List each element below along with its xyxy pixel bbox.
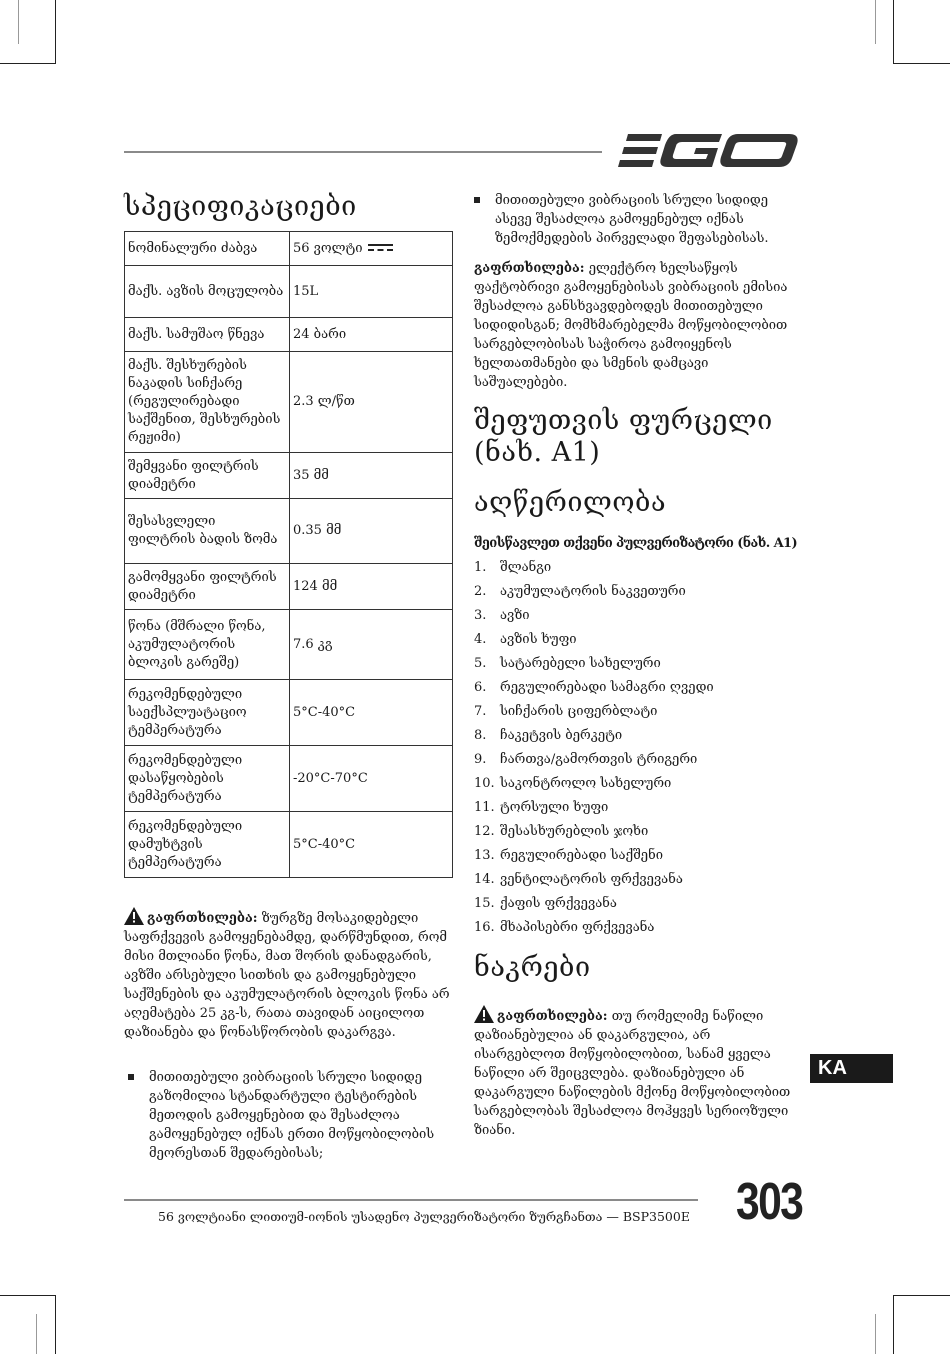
bullet-text: მითითებული ვიბრაციის სრული სიდიდე ასევე შესაძლოა გამოყენებულ იქნას ზემოქმედების პირველადი შეფასებისას.	[495, 193, 769, 246]
ego-logo	[614, 128, 802, 174]
crop-mark	[893, 1295, 894, 1354]
item-label: აკუმულატორის ნაკვეთური	[500, 584, 686, 599]
bullet-text: მითითებული ვიბრაციის სრული სიდიდე გაზომილია სტანდარტული ტესტირების მეთოდის გამოყენებით და შესაძლოა გამოყენებულ იქნას ერთი მოწყობილობის მეორესთან შედარებისას;	[149, 1070, 435, 1161]
list-item	[474, 919, 714, 943]
item-label: ვენტილატორის ფრქვევანა	[500, 872, 683, 887]
table-row	[125, 564, 453, 610]
list-item	[474, 583, 714, 607]
spec-key: შესასვლელი ფილტრის ბადის ზომა	[125, 499, 290, 564]
table-row	[125, 610, 453, 680]
list-item	[474, 847, 714, 871]
spec-key: შემყვანი ფილტრის დიამეტრი	[125, 453, 290, 499]
bullet-item	[128, 1068, 453, 1163]
spec-key: მაქს. ავზის მოცულობა	[125, 266, 290, 318]
spec-key: რეკომენდებული საექსპლუატაციო ტემპერატურა	[125, 680, 290, 746]
spec-value: 124 მმ	[290, 564, 453, 610]
bullet-square-icon	[128, 1074, 134, 1080]
spec-value: 15L	[290, 266, 453, 318]
list-item	[474, 679, 714, 703]
parts-title: ნაკრები	[474, 952, 591, 983]
list-item	[474, 655, 714, 679]
item-label: ავზის ხუფი	[500, 632, 577, 647]
packing-list-title: შეფუთვის ფურცელი (ნახ. A1)	[474, 405, 773, 468]
ego-logo-o	[720, 134, 797, 167]
item-number: 7.	[474, 704, 487, 719]
description-subtitle: შეისწავლეთ თქვენი პულვერიზატორი (ნახ. A1)	[474, 536, 798, 551]
item-number: 3.	[474, 608, 487, 623]
table-row	[125, 318, 453, 352]
item-number: 1.	[474, 560, 487, 575]
spec-value: 0.35 მმ	[290, 499, 453, 564]
spec-value: 7.6 კგ	[290, 610, 453, 680]
list-item	[474, 631, 714, 655]
item-number: 13.	[474, 848, 495, 863]
item-label: ქაფის ფრქვევანა	[500, 896, 617, 911]
spec-value: 5°C-40°C	[290, 680, 453, 746]
table-row	[125, 746, 453, 812]
item-number: 4.	[474, 632, 487, 647]
item-number: 15.	[474, 896, 495, 911]
warning-text: თუ რომელიმე ნაწილი დაზიანებულია ან დაკარგულია, არ ისარგებლოთ მოწყობილობით, სანამ ყველა ნაწილი არ შეიცვლება. დაზიანებული ან დაკარგული ნაწილების მქონე მოწყობილობით სარგებლობას შესაძლოა მოჰყვეს სერიოზული ზიანი.	[474, 1009, 791, 1138]
list-item	[474, 727, 714, 751]
bullet-square-icon	[474, 197, 480, 203]
warning-triangle-icon	[474, 1005, 494, 1023]
bullet-item	[474, 191, 804, 248]
spec-value-text: 56 ვოლტი	[293, 240, 363, 256]
dc-symbol-icon	[368, 243, 393, 253]
warning-label: გაფრთხილება:	[147, 911, 258, 926]
item-label: რეგულირებადი საქშენი	[500, 848, 663, 863]
spec-value: -20°C-70°C	[290, 746, 453, 812]
item-number: 16.	[474, 920, 495, 935]
crop-mark	[893, 63, 950, 64]
spec-key: რეკომენდებული დამუხტვის ტემპერატურა	[125, 812, 290, 878]
crop-mark	[875, 1314, 876, 1354]
list-item	[474, 775, 714, 799]
ego-logo-g	[660, 134, 722, 167]
crop-mark	[893, 1295, 950, 1296]
warning-label: გაფრთხილება:	[474, 261, 585, 276]
description-title: აღწერილობა	[474, 487, 667, 518]
warning-text: ელექტრო ხელსაწყოს ფაქტობრივი გამოყენებისას ვიბრაციის ემისია შესაძლოა განსხვავდებოდეს მითითებული სიდიდისგან; მომხმარებელმა მოწყობილობით სარგებლობისას საჭიროა გამოიყენოს ხელთათმანები და სმენის დამცავი საშუალებები.	[474, 261, 788, 390]
spec-value: 2.3 ლ/წთ	[290, 352, 453, 453]
table-row	[125, 266, 453, 318]
item-label: სიჩქარის ციფერბლატი	[500, 704, 658, 719]
crop-mark	[0, 1295, 56, 1296]
list-item	[474, 751, 714, 775]
language-tab: KA	[810, 1054, 893, 1083]
item-label: შლანგი	[500, 560, 552, 575]
spec-value: 24 ბარი	[290, 318, 453, 352]
crop-mark	[875, 0, 876, 44]
spec-key: მაქს. სამუშაო წნევა	[125, 318, 290, 352]
parts-list	[474, 559, 714, 943]
ego-logo-e	[618, 134, 662, 167]
item-number: 9.	[474, 752, 487, 767]
footer-text: 56 ვოლტიანი ლითიუმ-იონის უსადენო პულვერიზატორი ზურგჩანთა — BSP3500E	[158, 1209, 690, 1224]
spec-key: წონა (მშრალი წონა, აკუმულატორის ბლოკის გარეშე)	[125, 610, 290, 680]
spec-key: ნომინალური ძაბვა	[125, 232, 290, 266]
item-number: 2.	[474, 584, 487, 599]
crop-mark	[36, 1314, 37, 1354]
item-label: საკონტროლო სახელური	[500, 776, 672, 791]
item-label: ჩაკეტვის ბერკეტი	[500, 728, 623, 743]
header-rule	[124, 151, 602, 153]
spec-table	[124, 231, 453, 878]
footer-rule	[124, 1199, 698, 1201]
item-number: 6.	[474, 680, 487, 695]
spec-key: გამომყვანი ფილტრის დიამეტრი	[125, 564, 290, 610]
list-item	[474, 895, 714, 919]
item-number: 14.	[474, 872, 495, 887]
spec-key: მაქს. შესხურების ნაკადის სიჩქარე (რეგულირებადი საქშენით, შესხურების რეჟიმი)	[125, 352, 290, 453]
list-item	[474, 799, 714, 823]
spec-value: 5°C-40°C	[290, 812, 453, 878]
item-label: ავზი	[500, 608, 530, 623]
backpack-weight-warning	[124, 907, 452, 1042]
crop-mark	[0, 63, 56, 64]
item-number: 11.	[474, 800, 495, 815]
item-label: ჩართვა/გამორთვის ტრიგერი	[500, 752, 698, 767]
item-label: რეგულირებადი სამაგრი ღვედი	[500, 680, 714, 695]
list-item	[474, 823, 714, 847]
item-number: 8.	[474, 728, 487, 743]
crop-mark	[55, 1295, 56, 1354]
warning-text: ზურგზე მოსაკიდებელი საფრქვევის გამოყენებამდე, დარწმუნდით, რომ მისი მთლიანი წონა, მათ შორის დანადგარის, ავზში არსებული სითხის და გამოყენებული საქშენების და აკუმულატორის ბლოკის წონა არ აღემატება 25 კგ-ს, რათა თავიდან აიცილოთ დაზიანება და წონასწორობის დაკარგვა.	[124, 911, 450, 1040]
list-item	[474, 607, 714, 631]
item-label: ტორსული ხუფი	[500, 800, 609, 815]
spec-key: რეკომენდებული დასაწყობების ტემპერატურა	[125, 746, 290, 812]
item-number: 12.	[474, 824, 495, 839]
vibration-warning	[474, 259, 804, 392]
table-row	[125, 499, 453, 564]
item-label: სატარებელი სახელური	[500, 656, 661, 671]
table-row	[125, 680, 453, 746]
warning-triangle-icon	[124, 907, 144, 925]
list-item	[474, 871, 714, 895]
spec-value: 35 მმ	[290, 453, 453, 499]
item-number: 5.	[474, 656, 487, 671]
table-row	[125, 812, 453, 878]
spec-value	[290, 232, 453, 266]
list-item	[474, 559, 714, 583]
table-row	[125, 352, 453, 453]
table-row	[125, 453, 453, 499]
missing-parts-warning	[474, 1005, 804, 1140]
page-number: 303	[736, 1173, 803, 1231]
spec-title: სპეციფიკაციები	[124, 191, 357, 222]
crop-mark	[18, 0, 19, 44]
table-row	[125, 232, 453, 266]
item-number: 10.	[474, 776, 495, 791]
crop-mark	[55, 0, 56, 64]
item-label: მხაპისებრი ფრქვევანა	[500, 920, 655, 935]
item-label: შესასხურებლის ჯოხი	[500, 824, 649, 839]
list-item	[474, 703, 714, 727]
warning-label: გაფრთხილება:	[497, 1009, 608, 1024]
crop-mark	[893, 0, 894, 64]
